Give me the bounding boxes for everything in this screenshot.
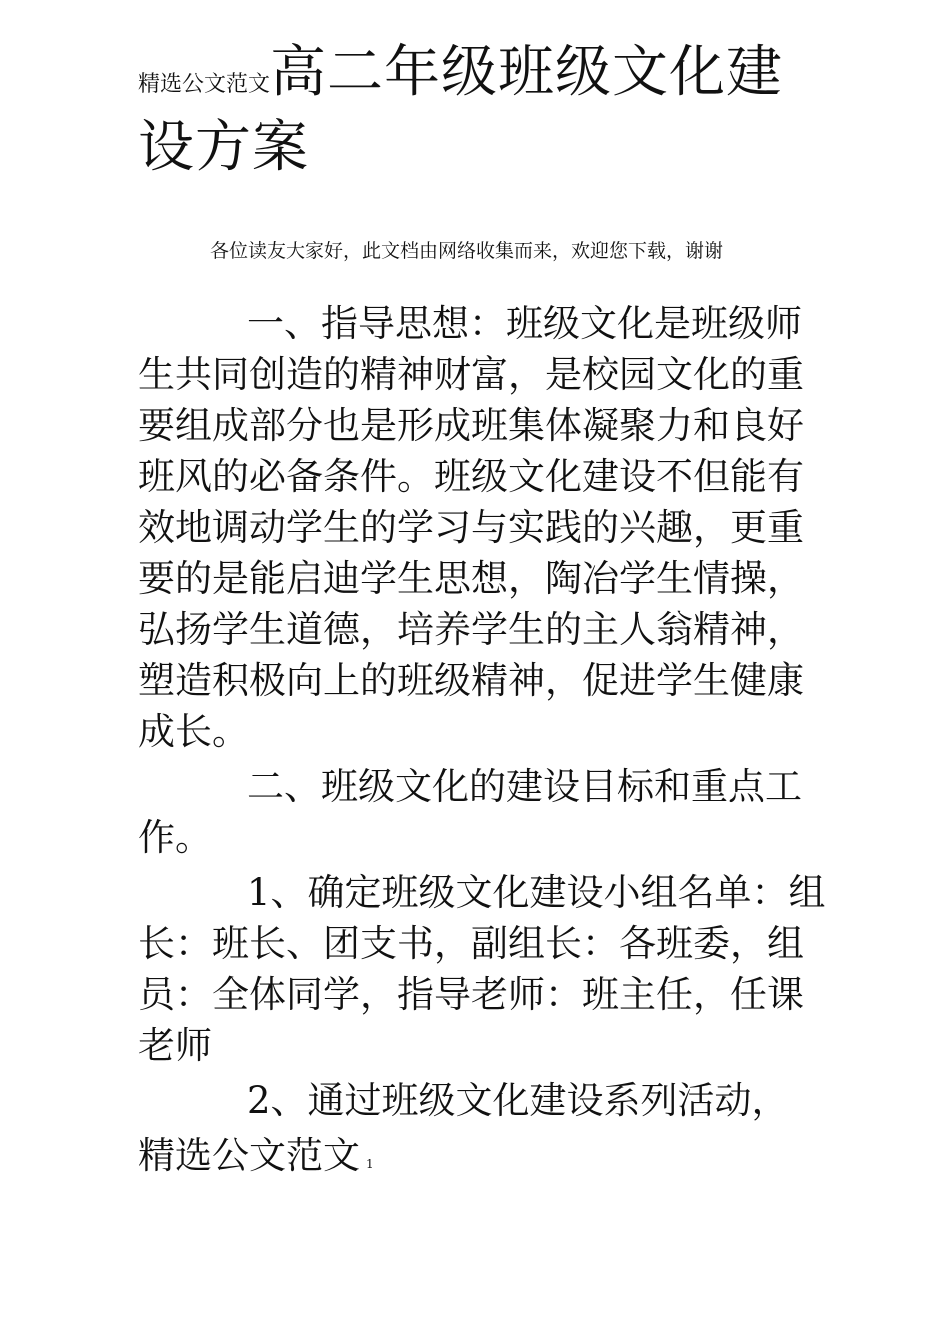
greeting-text: 各位读友大家好，此文档由网络收集而来，欢迎您下载，谢谢	[210, 240, 724, 262]
page-number: 1	[366, 1157, 374, 1171]
document-page	[138, 42, 838, 1190]
paragraph-guiding-ideology: 一、指导思想：班级文化是班级师生共同创造的精神财富，是校园文化的重要组成部分也是形成班集体凝聚力和良好班风的必备条件。班级文化建设不但能有效地调动学生的学习与实践的兴趣，更重要的是能启迪学生思想，陶冶学生情操，弘扬学生道德，培养学生的主人翁精神，塑造积极向上的班级精神，促进学生健康成长。	[138, 302, 804, 753]
document-body	[138, 298, 838, 1126]
paragraph-goals-heading: 二、班级文化的建设目标和重点工作。	[138, 765, 802, 859]
title-block	[138, 42, 838, 192]
footer-label: 精选公文范文	[138, 1134, 360, 1177]
header-label: 精选公文范文	[138, 72, 271, 97]
page-footer	[138, 1130, 838, 1190]
paragraph-group-list: 1、确定班级文化建设小组名单：组长：班长、团支书，副组长：各班委，组员：全体同学，指导老师：班主任，任课老师	[138, 871, 826, 1067]
document-title: 高二年级班级文化建设方案	[138, 40, 784, 180]
paragraph-activities: 2、通过班级文化建设系列活动，	[247, 1079, 789, 1122]
